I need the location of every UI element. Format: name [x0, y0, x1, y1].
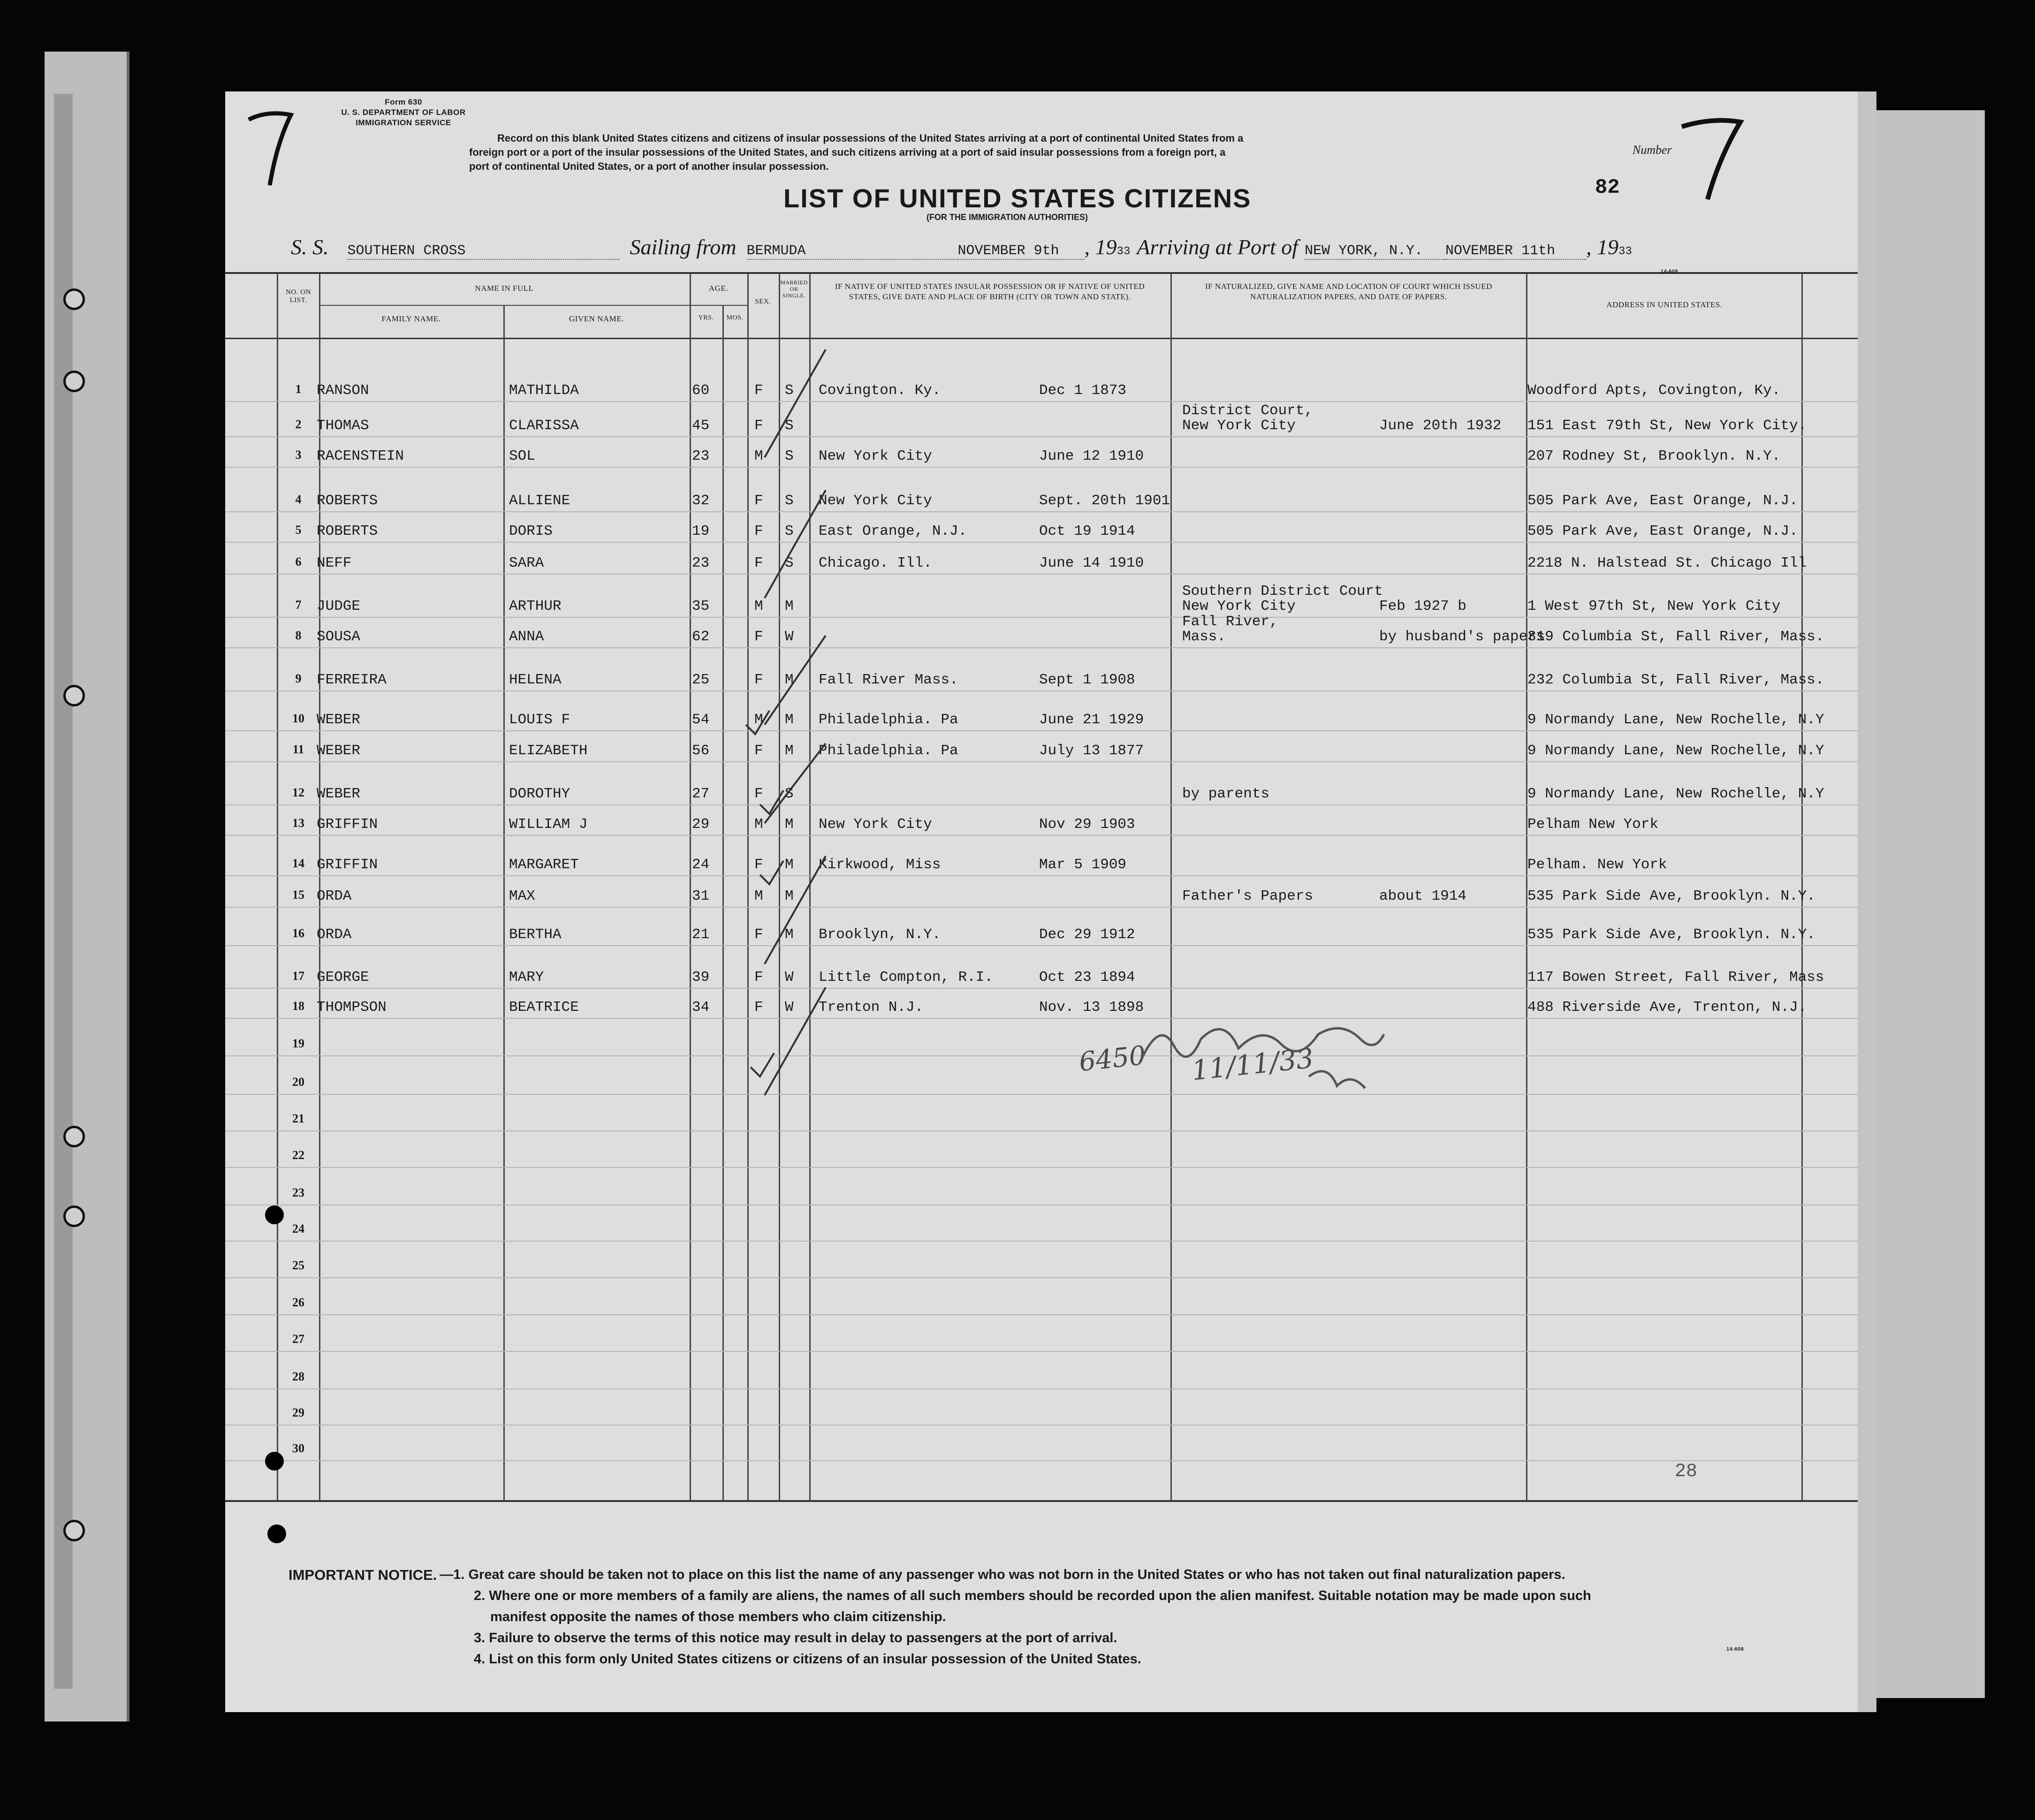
row-number: 23	[292, 1186, 304, 1199]
row-number: 25	[292, 1259, 304, 1272]
us-address: 535 Park Side Ave, Brooklyn. N.Y.	[1527, 926, 1815, 943]
marital-status: S	[785, 523, 794, 539]
sex: F	[754, 743, 763, 759]
given-name: WILLIAM J	[509, 816, 588, 833]
row-rule	[225, 835, 1858, 836]
handwritten-date: 11/11/33	[1190, 1042, 1315, 1087]
sex: F	[754, 857, 763, 873]
row-rule	[225, 907, 1858, 908]
row-number: 11	[292, 743, 304, 756]
page-subtitle: (FOR THE IMMIGRATION AUTHORITIES)	[926, 212, 1088, 222]
given-name: CLARISSA	[509, 417, 579, 434]
arrival-date: NOVEMBER 11th	[1445, 243, 1586, 260]
marital-status: S	[785, 382, 794, 399]
family-name: ORDA	[317, 888, 352, 904]
sex: M	[754, 448, 763, 464]
ss-label: S. S.	[291, 235, 329, 259]
service-name: IMMIGRATION SERVICE	[356, 118, 451, 127]
marital-status: W	[785, 969, 794, 986]
us-address: 9 Normandy Lane, New Rochelle, N.Y	[1527, 743, 1824, 759]
age-years: 19	[692, 523, 710, 539]
row-rule	[225, 467, 1858, 468]
row-rule	[225, 730, 1858, 731]
instruction-line: foreign port or a port of the insular possessions of the United States, and such citizens arriving at a port of said insular possessions from a foreign port, a	[469, 146, 1226, 158]
age-years: 23	[692, 448, 710, 464]
header-name-in-full: NAME IN FULL	[475, 284, 534, 293]
page-stamp-number: 28	[1675, 1461, 1698, 1482]
row-rule	[225, 511, 1858, 512]
row-number: 21	[292, 1112, 304, 1125]
us-address: Woodford Apts, Covington, Ky.	[1527, 382, 1781, 399]
handwritten-sheet-number	[244, 106, 300, 190]
given-name: ARTHUR	[509, 598, 562, 614]
marital-status: S	[785, 493, 794, 509]
header-bottom-rule	[225, 338, 1858, 339]
sex: F	[754, 672, 763, 688]
age-years: 54	[692, 712, 710, 728]
marital-status: W	[785, 999, 794, 1016]
page-title: LIST OF UNITED STATES CITIZENS	[783, 183, 1252, 213]
naturalization-court: District Court,	[1182, 402, 1314, 419]
sex: F	[754, 926, 763, 943]
given-name: ELIZABETH	[509, 743, 588, 759]
row-number: 4	[295, 493, 302, 506]
punch-hole	[63, 371, 85, 392]
naturalization-court: by parents	[1182, 786, 1270, 802]
arrival-year: 33	[1618, 245, 1632, 258]
sex: F	[754, 999, 763, 1016]
given-name: DOROTHY	[509, 786, 570, 802]
marital-status: M	[785, 712, 794, 728]
header-yrs: YRS.	[698, 314, 714, 321]
ship-name: SOUTHERN CROSS	[348, 243, 620, 260]
column-rule	[1170, 273, 1172, 1500]
birth-place: Trenton N.J.	[819, 999, 924, 1016]
birth-date: Nov. 13 1898	[1039, 999, 1144, 1016]
row-rule	[225, 875, 1858, 876]
given-name: BEATRICE	[509, 999, 579, 1016]
age-years: 45	[692, 417, 710, 434]
us-address: 488 Riverside Ave, Trenton, N.J.	[1527, 999, 1807, 1016]
family-name: RANSON	[317, 382, 369, 399]
row-number: 12	[292, 786, 304, 799]
age-years: 31	[692, 888, 710, 904]
sex: F	[754, 629, 763, 645]
family-name: ORDA	[317, 926, 352, 943]
sex: M	[754, 816, 763, 833]
list-number: 82	[1595, 176, 1620, 199]
notice-item-1: —1. Great care should be taken not to place on this list the name of any passenger who was not born in the United States or who has not taken out final naturalization papers.	[440, 1567, 1565, 1582]
sex: F	[754, 786, 763, 802]
punch-hole	[63, 288, 85, 310]
row-number: 10	[292, 712, 304, 725]
instruction-line: Record on this blank United States citizens and citizens of insular possessions of the United States arriving at a port of continental United States from a	[497, 132, 1244, 144]
us-address: 9 Normandy Lane, New Rochelle, N.Y	[1527, 786, 1824, 802]
row-rule	[225, 574, 1858, 575]
row-rule	[225, 1055, 1858, 1056]
marital-status: M	[785, 672, 794, 688]
us-address: 505 Park Ave, East Orange, N.J.	[1527, 523, 1798, 539]
marital-status: M	[785, 926, 794, 943]
inspector-check-marks	[732, 335, 844, 1109]
header-sex: SEX.	[755, 298, 771, 305]
sheet-punch-hole	[265, 1452, 284, 1471]
birth-date: July 13 1877	[1039, 743, 1144, 759]
us-address: 207 Rodney St, Brooklyn. N.Y.	[1527, 448, 1781, 464]
year-prefix: , 19	[1084, 235, 1117, 259]
birth-place: Philadelphia. Pa	[819, 712, 958, 728]
header-no: NO. ON LIST.	[286, 288, 311, 304]
row-rule	[225, 761, 1858, 762]
row-rule	[225, 401, 1858, 402]
punch-hole	[63, 1126, 85, 1147]
row-number: 2	[295, 417, 302, 431]
row-rule	[225, 617, 1858, 618]
row-number: 17	[292, 969, 304, 983]
notice-heading: IMPORTANT NOTICE.	[289, 1567, 437, 1583]
row-rule	[225, 988, 1858, 989]
row-rule	[225, 1241, 1858, 1242]
birth-date: June 12 1910	[1039, 448, 1144, 464]
row-number: 29	[292, 1406, 304, 1419]
birth-date: Mar 5 1909	[1039, 857, 1127, 873]
row-rule	[225, 690, 1858, 691]
row-rule	[225, 1460, 1858, 1461]
form-number: Form 630	[385, 98, 422, 106]
marital-status: W	[785, 629, 794, 645]
row-rule	[225, 1167, 1858, 1168]
naturalization-location: New York City	[1182, 417, 1296, 434]
age-years: 35	[692, 598, 710, 614]
row-number: 26	[292, 1296, 304, 1309]
birth-place: Chicago. Ill.	[819, 555, 932, 571]
table-top-rule	[225, 272, 1858, 274]
given-name: ANNA	[509, 629, 544, 645]
next-sheet-edge	[1865, 110, 1985, 1698]
family-name: GRIFFIN	[317, 816, 378, 833]
us-address: 319 Columbia St, Fall River, Mass.	[1527, 629, 1824, 645]
sex: F	[754, 493, 763, 509]
row-number: 28	[292, 1370, 304, 1383]
age-years: 21	[692, 926, 710, 943]
header-birth: IF NATIVE OF UNITED STATES INSULAR POSSESSION OR IF NATIVE OF UNITED STATES, GIVE DATE AND PLACE OF BIRTH (CITY OR TOWN AND STATE).	[835, 282, 1145, 301]
age-years: 23	[692, 555, 710, 571]
us-address: 117 Bowen Street, Fall River, Mass	[1527, 969, 1824, 986]
age-years: 56	[692, 743, 710, 759]
family-name: JUDGE	[317, 598, 361, 614]
marital-status: S	[785, 555, 794, 571]
family-name: FERREIRA	[317, 672, 387, 688]
us-address: 9 Normandy Lane, New Rochelle, N.Y	[1527, 712, 1824, 728]
punch-hole	[63, 1520, 85, 1541]
sailing-from-label: Sailing from	[630, 235, 737, 259]
us-address: 505 Park Ave, East Orange, N.J.	[1527, 493, 1798, 509]
birth-place: Brooklyn, N.Y.	[819, 926, 941, 943]
column-rule	[1801, 273, 1803, 1500]
handwritten-corner-number	[1675, 115, 1745, 204]
us-address: 151 East 79th St, New York City.	[1527, 417, 1807, 434]
row-number: 6	[295, 555, 302, 569]
birth-date: Sept. 20th 1901	[1039, 493, 1170, 509]
row-rule	[225, 1205, 1858, 1206]
sex: F	[754, 969, 763, 986]
row-rule	[225, 1314, 1858, 1315]
header-address: ADDRESS IN UNITED STATES.	[1606, 300, 1723, 309]
age-years: 62	[692, 629, 710, 645]
inspector-signature	[1131, 1006, 1393, 1109]
handwritten-stamp-number: 6450	[1077, 1040, 1147, 1078]
sex: F	[754, 417, 763, 434]
arriving-label: Arriving at Port of	[1137, 235, 1298, 259]
marital-status: M	[785, 888, 794, 904]
arrival-year-prefix: , 19	[1586, 235, 1619, 259]
row-number: 3	[295, 448, 302, 462]
name-subheader-rule	[319, 305, 690, 306]
given-name: DORIS	[509, 523, 553, 539]
naturalization-date: about 1914	[1379, 888, 1467, 904]
naturalization-date: June 20th 1932	[1379, 417, 1502, 434]
given-name: SOL	[509, 448, 535, 464]
row-number: 9	[295, 672, 302, 685]
header-married-single: MARRIED OR SINGLE.	[780, 279, 808, 299]
given-name: BERTHA	[509, 926, 562, 943]
notice-form-code: 14-608	[1726, 1646, 1744, 1652]
given-name: LOUIS F	[509, 712, 570, 728]
column-rule	[690, 273, 691, 1500]
marital-status: M	[785, 743, 794, 759]
family-name: THOMAS	[317, 417, 369, 434]
marital-status: S	[785, 448, 794, 464]
sheet-punch-hole	[267, 1524, 286, 1543]
row-rule	[225, 647, 1858, 648]
family-name: WEBER	[317, 786, 361, 802]
row-number: 8	[295, 629, 302, 642]
age-years: 60	[692, 382, 710, 399]
table-bottom-rule	[225, 1500, 1858, 1502]
row-number: 16	[292, 926, 304, 940]
row-rule	[225, 1388, 1858, 1389]
department-name: U. S. DEPARTMENT OF LABOR	[341, 108, 466, 117]
naturalization-date: by husband's papers	[1379, 629, 1545, 645]
age-years: 39	[692, 969, 710, 986]
row-number: 18	[292, 999, 304, 1013]
sex: F	[754, 382, 763, 399]
naturalization-court: Fall River,	[1182, 614, 1278, 630]
row-number: 5	[295, 523, 302, 537]
sailing-date: NOVEMBER 9th	[958, 243, 1085, 260]
given-name: MAX	[509, 888, 535, 904]
header-naturalized: IF NATURALIZED, GIVE NAME AND LOCATION OF COURT WHICH ISSUED NATURALIZATION PAPERS, AND DATE OF PAPERS.	[1205, 282, 1492, 301]
sheet-punch-hole	[265, 1206, 284, 1224]
family-name: WEBER	[317, 712, 361, 728]
marital-status: M	[785, 857, 794, 873]
instruction-line: port of continental United States, or a port of another insular possession.	[469, 160, 829, 172]
row-rule	[225, 1277, 1858, 1278]
naturalization-location: New York City	[1182, 598, 1296, 614]
family-name: ROBERTS	[317, 493, 378, 509]
naturalization-date: Feb 1927 b	[1379, 598, 1467, 614]
age-years: 25	[692, 672, 710, 688]
row-number: 24	[292, 1222, 304, 1236]
birth-date: Dec 1 1873	[1039, 382, 1127, 399]
sex: M	[754, 712, 763, 728]
birth-place: East Orange, N.J.	[819, 523, 967, 539]
naturalization-court: Southern District Court	[1182, 583, 1383, 599]
given-name: MARY	[509, 969, 544, 986]
family-name: GRIFFIN	[317, 857, 378, 873]
row-number: 30	[292, 1441, 304, 1455]
arrival-port: NEW YORK, N.Y.	[1305, 243, 1445, 260]
age-years: 32	[692, 493, 710, 509]
us-address: 232 Columbia St, Fall River, Mass.	[1527, 672, 1824, 688]
naturalization-location: Mass.	[1182, 629, 1226, 645]
birth-date: Nov 29 1903	[1039, 816, 1135, 833]
citizen-list-sheet	[225, 91, 1876, 1712]
row-number: 22	[292, 1148, 304, 1162]
row-rule	[225, 804, 1858, 805]
sex: M	[754, 888, 763, 904]
marital-status: S	[785, 786, 794, 802]
given-name: SARA	[509, 555, 544, 571]
header-given-name: GIVEN NAME.	[569, 314, 624, 323]
notice-item-2: 2. Where one or more members of a family are aliens, the names of all such members should be recorded upon the alien manifest. Suitable notation may be made upon such	[474, 1588, 1591, 1603]
family-name: RACENSTEIN	[317, 448, 404, 464]
row-number: 19	[292, 1037, 304, 1050]
family-name: GEORGE	[317, 969, 369, 986]
row-number: 27	[292, 1332, 304, 1346]
list-number-label: Number	[1633, 143, 1672, 157]
column-rule	[503, 305, 505, 1500]
us-address: 2218 N. Halstead St. Chicago Ill	[1527, 555, 1807, 571]
birth-place: Covington. Ky.	[819, 382, 941, 399]
us-address: Pelham New York	[1527, 816, 1659, 833]
given-name: ALLIENE	[509, 493, 570, 509]
birth-date: June 14 1910	[1039, 555, 1144, 571]
punch-hole	[63, 685, 85, 706]
sailing-port: BERMUDA	[747, 243, 958, 260]
given-name: MARGARET	[509, 857, 579, 873]
us-address: 535 Park Side Ave, Brooklyn. N.Y.	[1527, 888, 1815, 904]
age-years: 27	[692, 786, 710, 802]
header-family-name: FAMILY NAME.	[381, 314, 441, 323]
age-years: 24	[692, 857, 710, 873]
sex: F	[754, 523, 763, 539]
family-name: THOMPSON	[317, 999, 387, 1016]
birth-date: Dec 29 1912	[1039, 926, 1135, 943]
birth-date: Oct 23 1894	[1039, 969, 1135, 986]
notice-item-2-cont: manifest opposite the names of those members who claim citizenship.	[490, 1609, 946, 1624]
row-number: 13	[292, 816, 304, 830]
marital-status: M	[785, 598, 794, 614]
birth-place: Philadelphia. Pa	[819, 743, 958, 759]
row-number: 7	[295, 598, 302, 612]
row-rule	[225, 1130, 1858, 1131]
birth-place: New York City	[819, 816, 932, 833]
birth-place: New York City	[819, 493, 932, 509]
naturalization-court: Father's Papers	[1182, 888, 1314, 904]
row-number: 14	[292, 857, 304, 870]
given-name: HELENA	[509, 672, 562, 688]
birth-place: Little Compton, R.I.	[819, 969, 994, 986]
row-number: 1	[295, 382, 302, 396]
row-rule	[225, 542, 1858, 543]
birth-date: June 21 1929	[1039, 712, 1144, 728]
sailing-year: 33	[1116, 245, 1131, 258]
age-subheader-rule	[690, 305, 747, 306]
age-years: 34	[692, 999, 710, 1016]
age-years: 29	[692, 816, 710, 833]
family-name: ROBERTS	[317, 523, 378, 539]
marital-status: S	[785, 417, 794, 434]
punch-hole	[63, 1206, 85, 1227]
row-rule	[225, 436, 1858, 437]
row-number: 15	[292, 888, 304, 902]
row-rule	[225, 1425, 1858, 1426]
us-address: Pelham. New York	[1527, 857, 1667, 873]
family-name: WEBER	[317, 743, 361, 759]
notice-item-3: 3. Failure to observe the terms of this notice may result in delay to passengers at the port of arrival.	[474, 1630, 1117, 1646]
row-rule	[225, 1351, 1858, 1352]
column-rule	[722, 305, 724, 1500]
birth-date: Oct 19 1914	[1039, 523, 1135, 539]
birth-date: Sept 1 1908	[1039, 672, 1135, 688]
row-rule	[225, 1094, 1858, 1095]
birth-place: Kirkwood, Miss	[819, 857, 941, 873]
birth-place: Fall River Mass.	[819, 672, 958, 688]
form-code: 14-608	[1661, 269, 1678, 274]
notice-item-4: 4. List on this form only United States citizens or citizens of an insular possession of the United States.	[474, 1652, 1141, 1667]
birth-place: New York City	[819, 448, 932, 464]
binder-strip	[54, 94, 73, 1689]
given-name: MATHILDA	[509, 382, 579, 399]
sex: F	[754, 555, 763, 571]
us-address: 1 West 97th St, New York City	[1527, 598, 1781, 614]
row-rule	[225, 945, 1858, 946]
header-mos: MOS.	[726, 314, 744, 321]
family-name: SOUSA	[317, 629, 361, 645]
header-age: AGE.	[708, 284, 729, 293]
sex: M	[754, 598, 763, 614]
marital-status: M	[785, 816, 794, 833]
row-number: 20	[292, 1075, 304, 1089]
family-name: NEFF	[317, 555, 352, 571]
row-rule	[225, 1018, 1858, 1019]
